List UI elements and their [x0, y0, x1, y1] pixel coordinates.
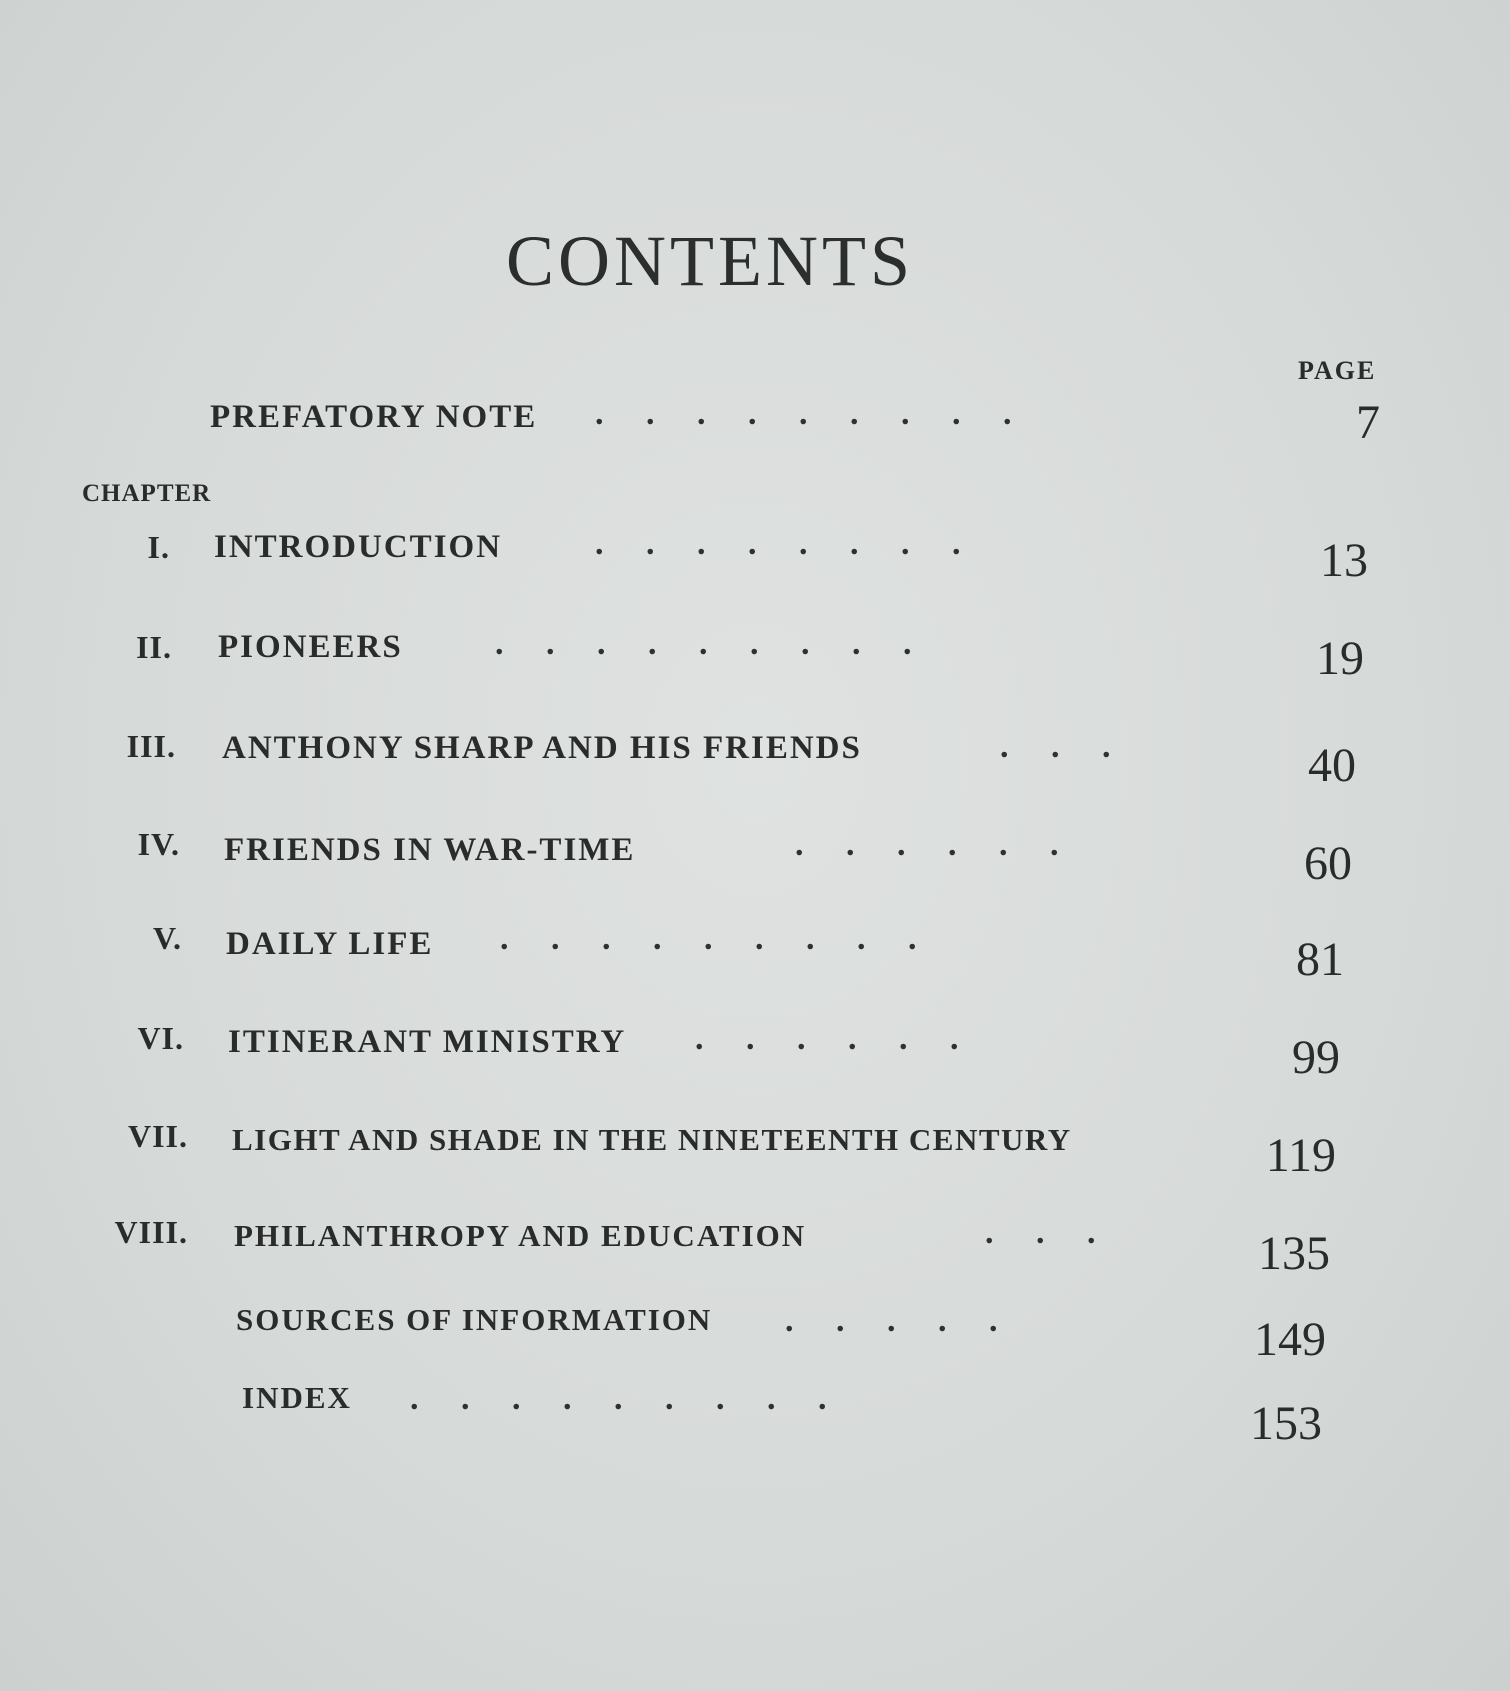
page-column-label: PAGE [1298, 356, 1377, 385]
toc-entry-title: PREFATORY NOTE [210, 399, 538, 435]
toc-entry-title: PIONEERS [218, 629, 403, 665]
toc-entry-chapter-3[interactable] [0, 728, 1420, 792]
dot-leaders: . . . . . . . . . [410, 1380, 827, 1417]
toc-entry-chapter-8[interactable] [0, 1214, 1420, 1280]
chapter-number: VII. [127, 1118, 188, 1154]
chapter-number: VIII. [114, 1214, 188, 1250]
dot-leaders: . . . . . . [695, 1020, 959, 1057]
toc-entry-page: 13 [1320, 534, 1368, 587]
toc-entry-page: 81 [1296, 933, 1344, 986]
toc-entry-title: INTRODUCTION [214, 529, 503, 565]
toc-entry-page: 19 [1316, 632, 1364, 685]
chapter-number: II. [136, 629, 172, 665]
page-title: CONTENTS [506, 221, 914, 301]
dot-leaders: . . . . . [785, 1302, 998, 1339]
chapter-column-label: CHAPTER [82, 480, 212, 507]
dot-leaders: . . . . . . . . [595, 525, 961, 562]
toc-entry-index[interactable] [0, 1380, 1420, 1450]
toc-entry-page: 119 [1265, 1129, 1336, 1182]
chapter-number: VI. [137, 1020, 184, 1056]
toc-entry-page: 99 [1292, 1031, 1340, 1084]
toc-entry-chapter-5[interactable] [0, 920, 1420, 986]
chapter-number: I. [147, 529, 170, 565]
chapter-number: III. [126, 728, 176, 764]
toc-entry-page: 7 [1356, 396, 1380, 449]
dot-leaders: . . . . . . . . . [500, 920, 917, 957]
toc-entry-page: 60 [1304, 837, 1352, 890]
toc-entry-page: 135 [1258, 1227, 1330, 1280]
toc-entry-chapter-2[interactable] [0, 625, 1420, 685]
toc-entry-title: SOURCES OF INFORMATION [236, 1302, 713, 1337]
toc-entry-title: ITINERANT MINISTRY [228, 1024, 627, 1060]
toc-entry-title: PHILANTHROPY AND EDUCATION [234, 1218, 807, 1253]
chapter-number: V. [153, 920, 182, 956]
toc-entry-page: 40 [1308, 739, 1356, 792]
dot-leaders: . . . . . . . . . [495, 625, 912, 662]
toc-entry-title: ANTHONY SHARP AND HIS FRIENDS [222, 730, 862, 766]
toc-entry-page: 153 [1250, 1397, 1322, 1450]
toc-entry-sources-of-information[interactable] [0, 1302, 1420, 1366]
dot-leaders: . . . [1000, 728, 1111, 765]
toc-entry-title: FRIENDS IN WAR-TIME [224, 832, 636, 868]
chapter-number: IV. [137, 826, 180, 862]
toc-entry-chapter-6[interactable] [0, 1020, 1420, 1084]
dot-leaders: . . . . . . . . . [595, 395, 1012, 432]
toc-entry-prefatory-note[interactable] [0, 395, 1420, 455]
toc-entry-chapter-4[interactable] [0, 826, 1420, 890]
dot-leaders: . . . . . . [795, 826, 1059, 863]
dot-leaders: . . . [985, 1214, 1096, 1251]
toc-entry-page: 149 [1254, 1313, 1326, 1366]
toc-entry-chapter-7[interactable] [0, 1118, 1420, 1182]
toc-entry-title: LIGHT AND SHADE IN THE NINETEENTH CENTURY [232, 1122, 1072, 1157]
toc-entry-chapter-1[interactable] [0, 525, 1420, 585]
toc-entry-title: INDEX [242, 1380, 352, 1415]
toc-entry-title: DAILY LIFE [226, 926, 434, 962]
